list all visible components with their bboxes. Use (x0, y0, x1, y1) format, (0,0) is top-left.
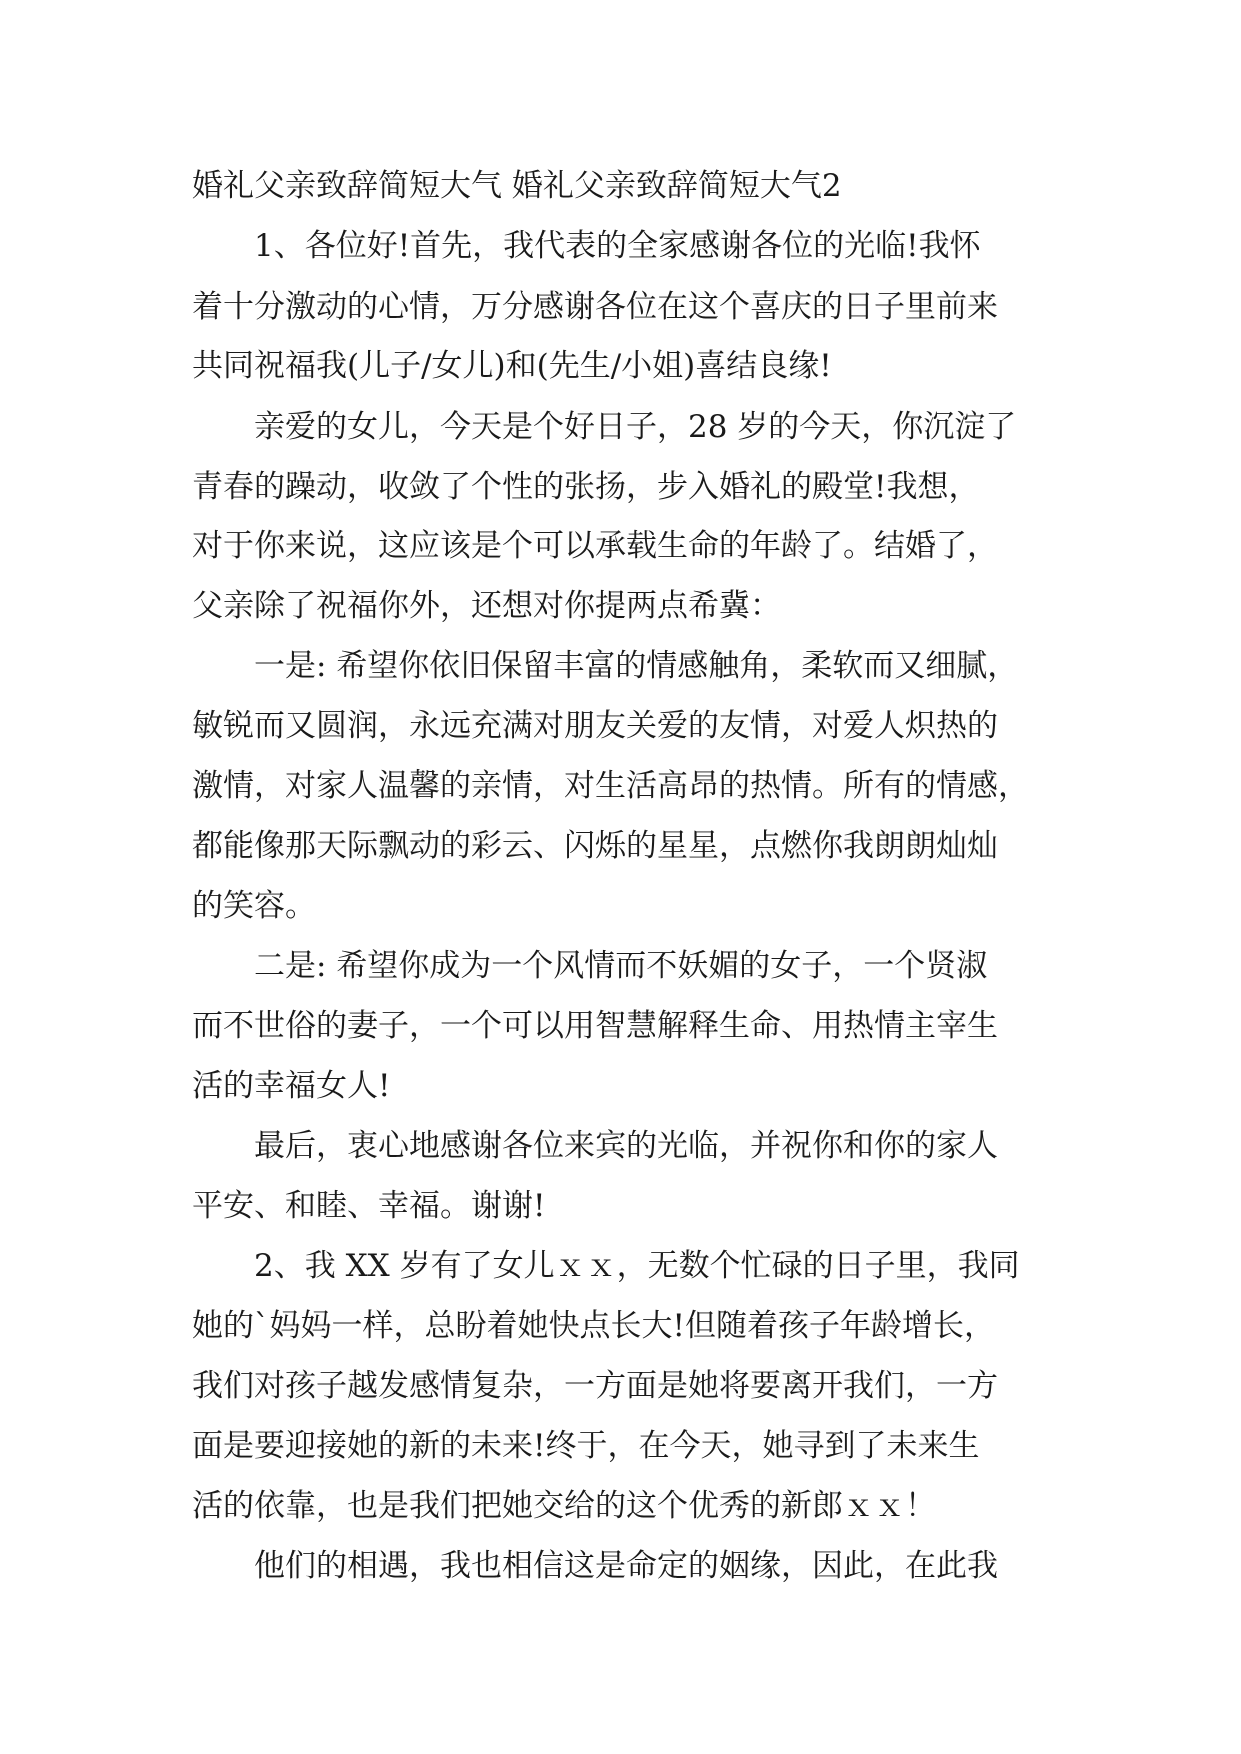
text-line: 他们的相遇，我也相信这是命定的姻缘，因此，在此我 (254, 1548, 998, 1584)
text-line: 平安、和睦、幸福。谢谢! (192, 1188, 546, 1224)
text-line: 最后，衷心地感谢各位来宾的光临，并祝你和你的家人 (254, 1128, 998, 1164)
text-line: 她的`妈妈一样，总盼着她快点长大!但随着孩子年龄增长， (192, 1308, 995, 1344)
text-line: 都能像那天际飘动的彩云、闪烁的星星，点燃你我朗朗灿灿 (192, 828, 998, 864)
text-line: 而不世俗的妻子，一个可以用智慧解释生命、用热情主宰生 (192, 1008, 998, 1044)
text-line: 我们对孩子越发感情复杂，一方面是她将要离开我们，一方 (192, 1368, 998, 1404)
text-line: 一是: 希望你依旧保留丰富的情感触角，柔软而又细腻， (254, 648, 1019, 684)
text-line: 面是要迎接她的新的未来!终于，在今天，她寻到了未来生 (192, 1428, 980, 1464)
text-line: 对于你来说，这应该是个可以承载生命的年龄了。结婚了， (192, 528, 998, 564)
text-line: 父亲除了祝福你外，还想对你提两点希冀： (192, 588, 781, 624)
text-line: 1、各位好!首先，我代表的全家感谢各位的光临!我怀 (254, 228, 981, 264)
text-line: 2、我 XX 岁有了女儿ｘｘ，无数个忙碌的日子里，我同 (254, 1248, 1020, 1284)
text-line: 青春的躁动，收敛了个性的张扬，步入婚礼的殿堂!我想， (192, 469, 980, 505)
text-line: 活的依靠，也是我们把她交给的这个优秀的新郎ｘｘ！ (192, 1488, 936, 1524)
text-line: 活的幸福女人! (192, 1068, 391, 1104)
text-line: 亲爱的女儿，今天是个好日子，28 岁的今天，你沉淀了 (254, 409, 1017, 445)
text-line: 敏锐而又圆润，永远充满对朋友关爱的友情，对爱人炽热的 (192, 708, 998, 744)
text-line: 着十分激动的心情，万分感谢各位在这个喜庆的日子里前来 (192, 289, 998, 325)
document-title: 婚礼父亲致辞简短大气 婚礼父亲致辞简短大气2 (192, 168, 842, 204)
text-line: 二是: 希望你成为一个风情而不妖媚的女子，一个贤淑 (254, 948, 988, 984)
text-line: 的笑容。 (192, 888, 316, 924)
text-line: 共同祝福我(儿子/女儿)和(先生/小姐)喜结良缘! (192, 348, 832, 384)
text-line: 激情，对家人温馨的亲情，对生活高昂的热情。所有的情感， (192, 768, 1029, 804)
